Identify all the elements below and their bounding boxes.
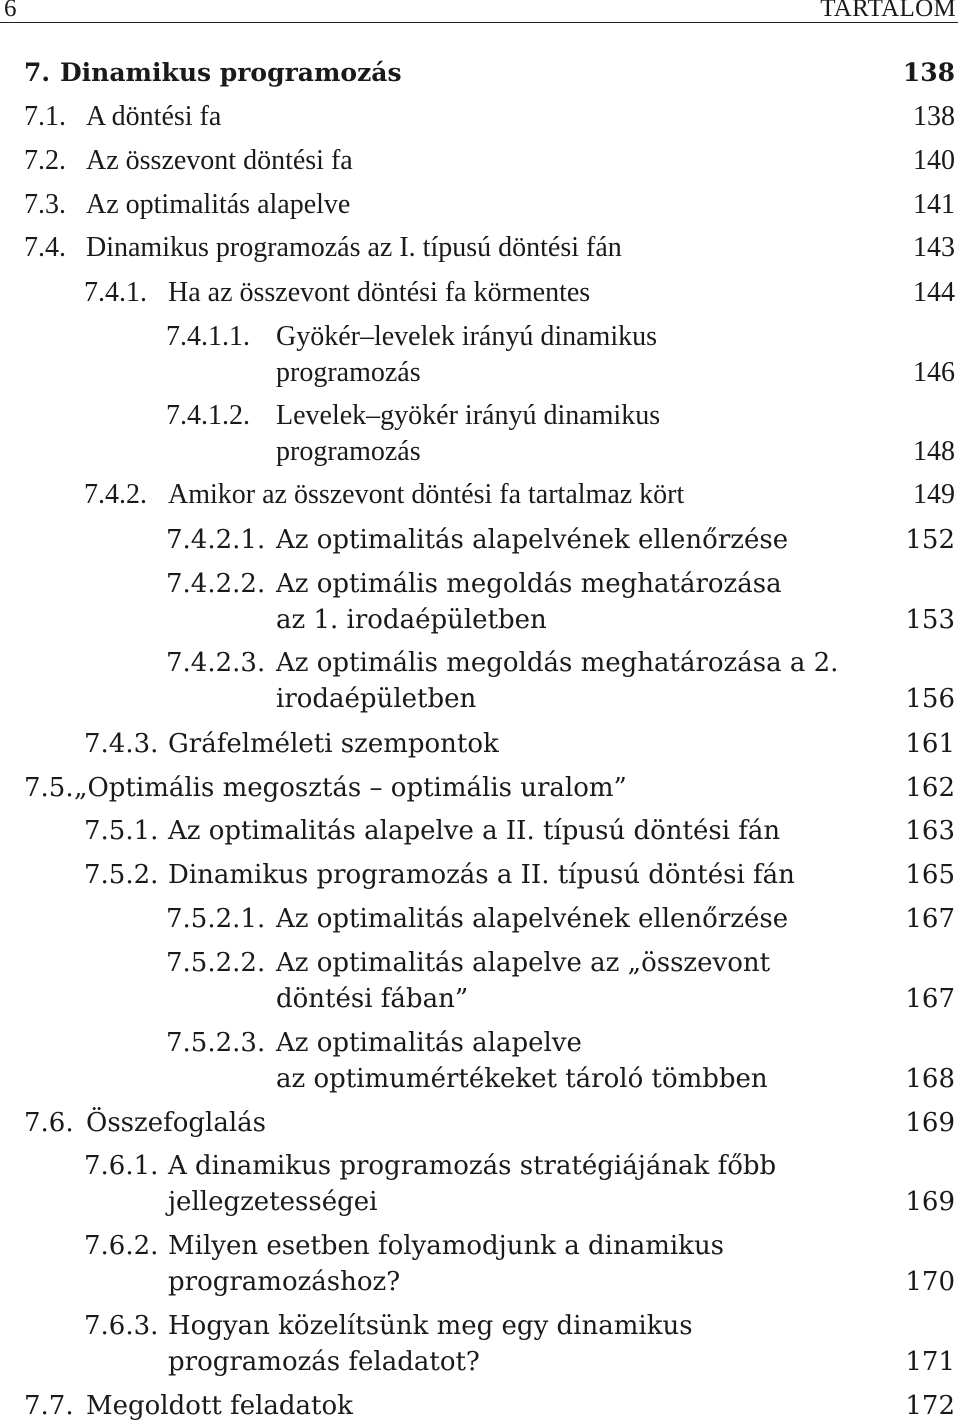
section-title: Az optimalitás alapelve az „összevont <box>276 948 771 978</box>
toc-entry[interactable] <box>0 522 960 558</box>
page-header <box>0 0 958 23</box>
toc-entry[interactable] <box>0 566 960 638</box>
toc-entry[interactable] <box>0 1148 960 1220</box>
section-number: 7.5.2.2. <box>166 948 266 978</box>
running-title: TARTALOM <box>820 0 956 22</box>
page-ref: 163 <box>905 816 955 846</box>
section-title: programozás <box>276 436 421 467</box>
section-title: A dinamikus programozás stratégiájának főbb <box>168 1151 777 1181</box>
section-number: 7.4.3. <box>84 729 159 759</box>
section-number: 7.5.2.1. <box>166 904 266 934</box>
toc-entry[interactable] <box>0 1388 960 1424</box>
toc-entry[interactable] <box>0 275 960 311</box>
page-ref: 149 <box>913 479 955 510</box>
section-title: „Optimális megosztás – optimális uralom” <box>74 773 627 803</box>
section-title: Dinamikus programozás a II. típusú döntési fán <box>168 860 795 890</box>
section-title: Összefoglalás <box>86 1108 266 1138</box>
section-title: A döntési fa <box>86 101 222 132</box>
toc-entry[interactable] <box>0 477 960 513</box>
toc-entry[interactable] <box>0 99 960 135</box>
page-ref: 165 <box>905 860 955 890</box>
section-number: 7.5.2. <box>84 860 159 890</box>
section-title: Levelek–gyökér irányú dinamikus <box>276 400 661 431</box>
page-ref: 152 <box>905 525 955 555</box>
section-title: programozás <box>276 357 421 388</box>
section-title: döntési fában” <box>276 984 469 1014</box>
section-title: Gyökér–levelek irányú dinamikus <box>276 321 658 352</box>
toc-entry[interactable] <box>0 55 960 91</box>
page-ref: 144 <box>913 277 955 308</box>
toc-entry[interactable] <box>0 1228 960 1300</box>
section-number: 7.7. <box>24 1391 74 1421</box>
section-number: 7.4.1.1. <box>166 321 250 352</box>
section-title: Milyen esetben folyamodjunk a dinamikus <box>168 1231 725 1261</box>
toc-entry[interactable] <box>0 187 960 223</box>
section-title: Dinamikus programozás <box>60 58 402 87</box>
section-number: 7.5.2.3. <box>166 1028 266 1058</box>
section-number: 7.1. <box>24 101 66 132</box>
section-title: az 1. irodaépületben <box>276 605 547 635</box>
toc-entry[interactable] <box>0 857 960 893</box>
section-number: 7.3. <box>24 189 66 220</box>
section-title: irodaépületben <box>276 684 477 714</box>
page-ref: 161 <box>905 729 955 759</box>
section-title: Az optimális megoldás meghatározása a 2. <box>276 648 839 678</box>
section-title: programozás feladatot? <box>168 1347 480 1377</box>
toc-entry[interactable] <box>0 945 960 1017</box>
section-number: 7.4.2.3. <box>166 648 266 678</box>
section-number: 7.6. <box>24 1108 74 1138</box>
section-title: Amikor az összevont döntési fa tartalmaz kört <box>168 479 685 510</box>
section-number: 7.4.1.2. <box>166 400 250 431</box>
page-ref: 170 <box>905 1267 955 1297</box>
page-ref: 171 <box>905 1347 955 1377</box>
section-number: 7.4.2.2. <box>166 569 266 599</box>
toc-entry[interactable] <box>0 770 960 806</box>
section-title: Az optimalitás alapelve <box>86 189 351 220</box>
toc-entry[interactable] <box>0 901 960 937</box>
toc-entry[interactable] <box>0 1308 960 1380</box>
page-ref: 167 <box>905 904 955 934</box>
page-ref: 141 <box>913 189 955 220</box>
section-title: Dinamikus programozás az I. típusú döntési fán <box>86 232 622 263</box>
toc-entry[interactable] <box>0 319 960 391</box>
toc-entry[interactable] <box>0 1105 960 1141</box>
section-number: 7.4.1. <box>84 277 147 308</box>
toc-entry[interactable] <box>0 398 960 470</box>
section-title: Hogyan közelítsünk meg egy dinamikus <box>168 1311 693 1341</box>
section-title: Megoldott feladatok <box>86 1391 353 1421</box>
section-number: 7.4. <box>24 232 66 263</box>
page-number: 6 <box>4 0 17 22</box>
page-ref: 156 <box>905 684 955 714</box>
section-number: 7.4.2.1. <box>166 525 266 555</box>
section-number: 7.6.1. <box>84 1151 159 1181</box>
toc-entry[interactable] <box>0 1025 960 1097</box>
section-title: Ha az összevont döntési fa körmentes <box>168 277 591 308</box>
section-title: programozáshoz? <box>168 1267 401 1297</box>
section-title: az optimumértékeket tároló tömbben <box>276 1064 768 1094</box>
section-number: 7.5. <box>24 773 74 803</box>
section-number: 7.5.1. <box>84 816 159 846</box>
toc-entry[interactable] <box>0 726 960 762</box>
page-ref: 143 <box>913 232 955 263</box>
toc-entry[interactable] <box>0 645 960 717</box>
page-ref: 153 <box>905 605 955 635</box>
section-title: Az összevont döntési fa <box>86 145 353 176</box>
page-ref: 167 <box>905 984 955 1014</box>
section-number: 7.2. <box>24 145 66 176</box>
section-number: 7.4.2. <box>84 479 147 510</box>
page-ref: 162 <box>905 773 955 803</box>
toc-entry[interactable] <box>0 143 960 179</box>
toc-entry[interactable] <box>0 813 960 849</box>
page-ref: 169 <box>905 1187 955 1217</box>
page-ref: 168 <box>905 1064 955 1094</box>
page-ref: 140 <box>913 145 955 176</box>
section-number: 7.6.3. <box>84 1311 159 1341</box>
section-title: Az optimalitás alapelvének ellenőrzése <box>276 904 789 934</box>
section-title: Az optimalitás alapelve a II. típusú döntési fán <box>168 816 781 846</box>
section-title: jellegzetességei <box>168 1187 378 1217</box>
section-title: Az optimalitás alapelve <box>276 1028 582 1058</box>
section-number: 7.6.2. <box>84 1231 159 1261</box>
page-ref: 138 <box>902 58 955 87</box>
page-ref: 172 <box>905 1391 955 1421</box>
page-ref: 138 <box>913 101 955 132</box>
page-ref: 148 <box>913 436 955 467</box>
page-ref: 146 <box>913 357 955 388</box>
toc-entry[interactable] <box>0 230 960 266</box>
page-ref: 169 <box>905 1108 955 1138</box>
section-title: Az optimális megoldás meghatározása <box>276 569 782 599</box>
section-title: Az optimalitás alapelvének ellenőrzése <box>276 525 789 555</box>
section-title: Gráfelméleti szempontok <box>168 729 499 759</box>
section-number: 7. <box>24 58 51 87</box>
